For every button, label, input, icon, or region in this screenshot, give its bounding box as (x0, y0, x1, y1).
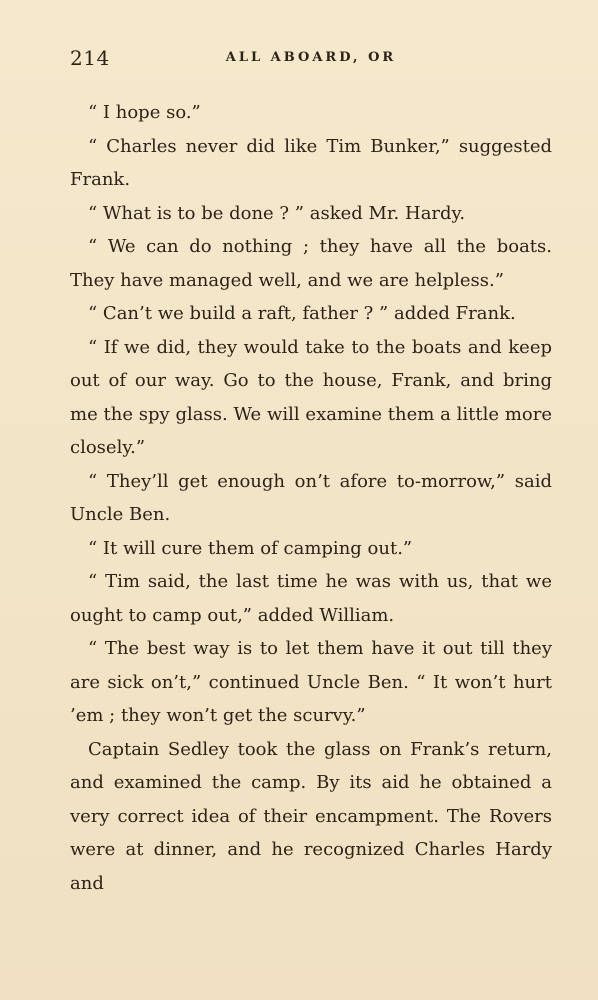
paragraph: Captain Sedley took the glass on Frank’s return, and examined the camp. By its aid he obtained a very correct idea of their encampment. The Rovers were at dinner, and he recognized Charles Hardy and (70, 738, 552, 894)
paragraph: “ It will cure them of camping out.” (88, 537, 413, 559)
paragraph: “ Can’t we build a raft, father ? ” added Frank. (88, 303, 516, 324)
paragraph: “ The best way is to let them have it out till they are sick on’t,” continued Uncle Ben. “ It won’t hurt ’em ; they won’t get the scurvy.” (70, 638, 552, 726)
running-head: ALL ABOARD, OR (225, 50, 397, 65)
paragraph: “ They’ll get enough on’t afore to-morrow,” said Uncle Ben. (70, 470, 552, 525)
page-number: 214 (70, 46, 110, 70)
page-header (70, 40, 552, 76)
paragraph: “ I hope so.” (88, 102, 201, 123)
paragraph: “ Charles never did like Tim Bunker,” suggested Frank. (70, 135, 552, 190)
paragraph: “ What is to be done ? ” asked Mr. Hardy. (88, 202, 466, 224)
body-text (70, 96, 552, 900)
paragraph: “ If we did, they would take to the boats and keep out of our way. Go to the house, Frank, and bring me the spy glass. We will examine them a little more closely.” (70, 336, 552, 458)
paragraph: “ We can do nothing ; they have all the boats. They have managed well, and we are helpless.” (70, 236, 552, 291)
paragraph: “ Tim said, the last time he was with us, that we ought to camp out,” added William. (70, 571, 552, 626)
